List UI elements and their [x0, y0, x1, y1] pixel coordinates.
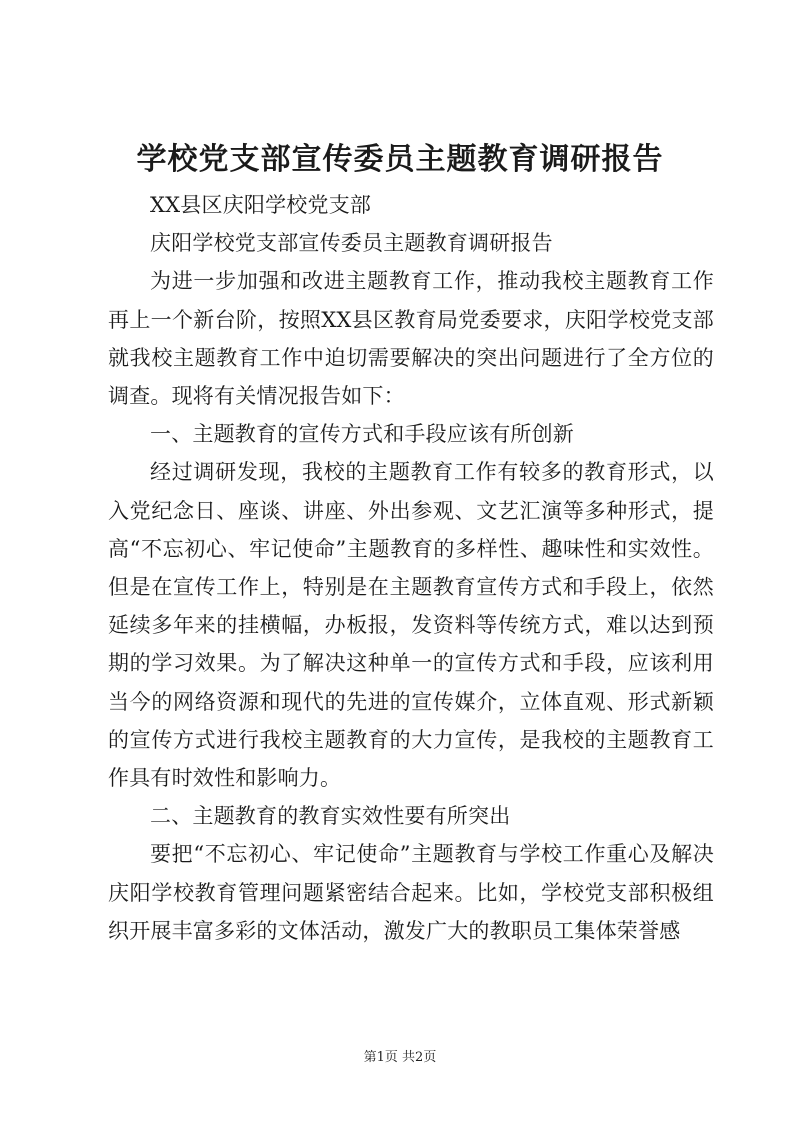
document-body — [108, 186, 714, 950]
document-title: 学校党支部宣传委员主题教育调研报告 — [136, 142, 664, 177]
paragraph-report-name: 庆阳学校党支部宣传委员主题教育调研报告 — [150, 231, 553, 256]
page-number-footer: 第1页 共2页 — [363, 1050, 437, 1065]
section-heading-2: 二、主题教育的教育实效性要有所突出 — [150, 804, 511, 829]
paragraph-section-2: 要把“不忘初心、牢记使命”主题教育与学校工作重心及解决庆阳学校教育管理问题紧密结合起来。比如，学校党支部积极组织开展丰富多彩的文体活动，激发广大的教职员工集体荣誉感 — [108, 842, 714, 943]
section-heading-1: 一、主题教育的宣传方式和手段应该有所创新 — [150, 422, 574, 447]
paragraph-section-1: 经过调研发现，我校的主题教育工作有较多的教育形式，以入党纪念日、座谈、讲座、外出参观、文艺汇演等多种形式，提高“不忘初心、牢记使命”主题教育的多样性、趣味性和实效性。但是在宣传工作上，特别是在主题教育宣传方式和手段上，依然延续多年来的挂横幅，办板报，发资料等传统方式，难以达到预期的学习效果。为了解决这种单一的宣传方式和手段，应该利用当今的网络资源和现代的先进的宣传媒介，立体直观、形式新颖的宣传方式进行我校主题教育的大力宣传，是我校的主题教育工作具有时效性和影响力。 — [108, 460, 714, 791]
paragraph-organization: XX县区庆阳学校党支部 — [150, 193, 372, 217]
paragraph-intro: 为进一步加强和改进主题教育工作，推动我校主题教育工作再上一个新台阶，按照XX县区教育局党委要求，庆阳学校党支部就我校主题教育工作中迫切需要解决的突出问题进行了全方位的调查。现将有关情况报告如下： — [108, 269, 714, 409]
